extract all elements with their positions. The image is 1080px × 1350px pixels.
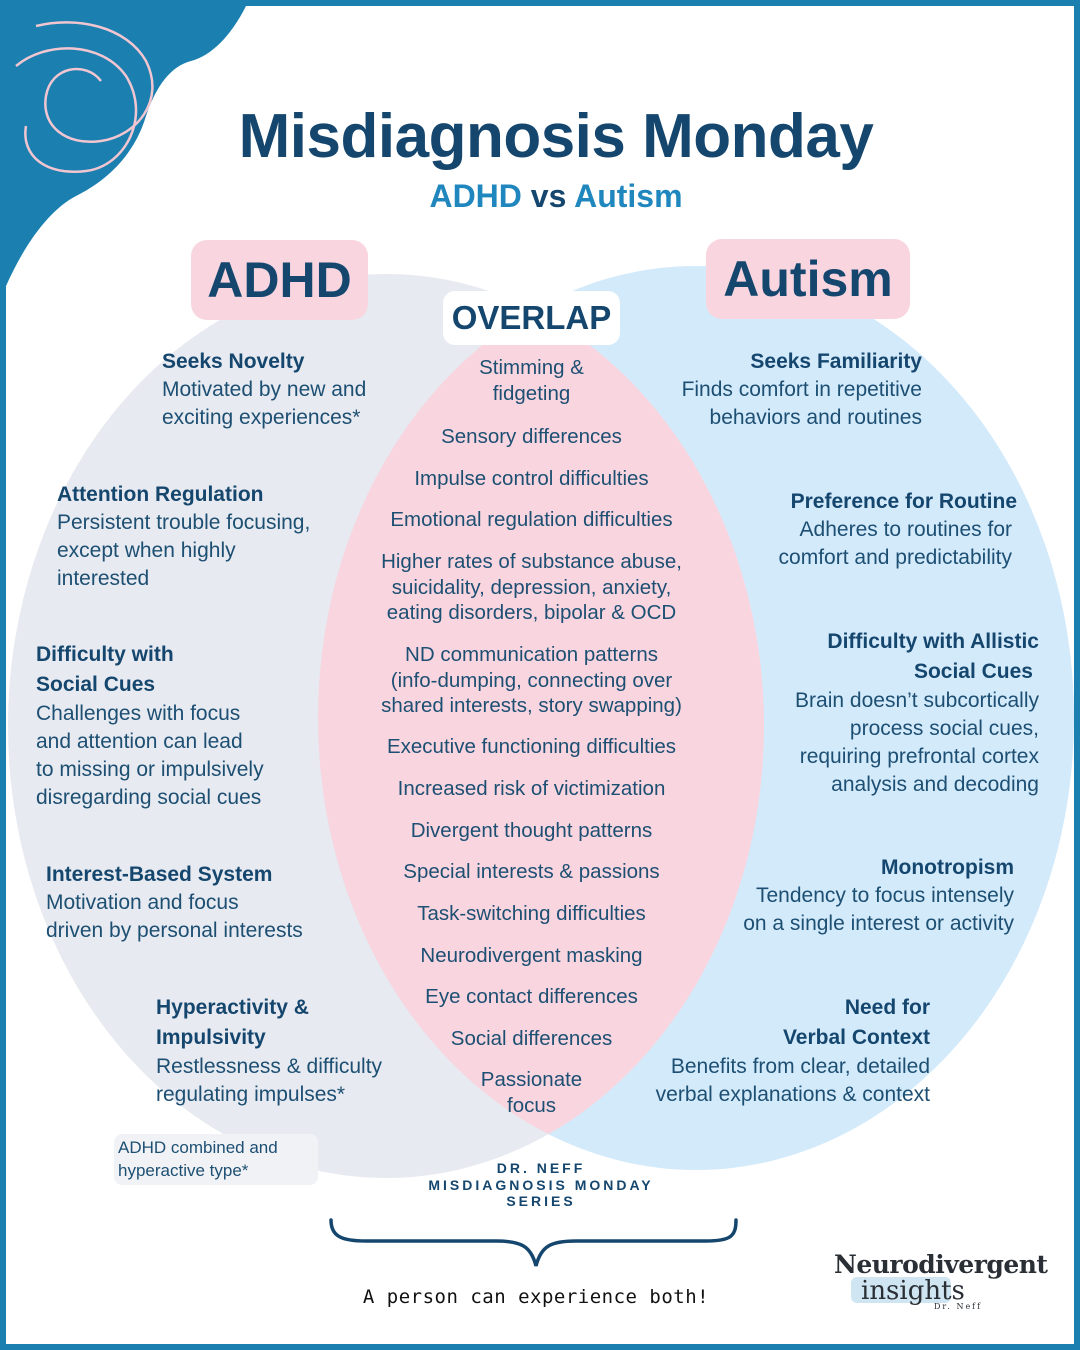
item-text: to missing or impulsively (36, 758, 264, 781)
item-text: Brain doesn’t subcortically (795, 689, 1039, 712)
overlap-item-masking (344, 943, 719, 969)
infographic-page (6, 6, 1074, 1344)
item-text: comfort and predictability (778, 546, 1012, 569)
item-text: on a single interest or activity (743, 912, 1014, 935)
logo-line-3: Dr. Neff (934, 1302, 983, 1311)
adhd-label: ADHD (191, 240, 368, 320)
item-text: exciting experiences* (162, 406, 361, 429)
overlap-line: focus (507, 1093, 556, 1117)
overlap-item-communication (344, 642, 719, 719)
autism-label: Autism (706, 239, 910, 319)
item-text: Restlessness & difficulty (156, 1055, 383, 1078)
note-line: hyperactive type* (118, 1161, 249, 1180)
item-text: Benefits from clear, detailed (670, 1055, 930, 1078)
series-line: SERIES (506, 1193, 576, 1209)
overlap-item-comorbidities (344, 549, 719, 626)
subtitle-vs: vs (521, 178, 575, 214)
item-heading-2: Social Cues (913, 660, 1033, 683)
overlap-line: (info-dumping, connecting over (390, 668, 673, 692)
overlap-item-stimming (344, 355, 719, 406)
overlap-item-victimization (344, 776, 719, 802)
overlap-line: Stimming & (479, 356, 584, 379)
overlap-line: fidgeting (492, 381, 571, 405)
overlap-line: eating disorders, bipolar & OCD (386, 601, 677, 624)
overlap-line: Executive functioning difficulties (386, 735, 677, 758)
overlap-line: Sensory differences (441, 425, 622, 448)
item-text: interested (57, 567, 150, 590)
overlap-line: Impulse control difficulties (414, 467, 649, 490)
subtitle-adhd: ADHD (429, 178, 522, 214)
overlap-line: Eye contact differences (425, 985, 638, 1008)
item-heading-2: Verbal Context (782, 1026, 930, 1049)
curly-brace-icon (326, 1214, 746, 1270)
item-heading: Interest-Based System (46, 863, 273, 886)
item-text: and attention can lead (36, 730, 243, 753)
overlap-line: Special interests & passions (403, 860, 660, 883)
item-text: Motivation and focus (46, 891, 239, 914)
item-heading-2: Impulsivity (156, 1026, 266, 1049)
note-line: ADHD combined and (118, 1138, 278, 1157)
overlap-item-impulse-control (344, 466, 719, 492)
item-heading: Seeks Novelty (162, 350, 305, 373)
overlap-line: ND communication patterns (405, 643, 658, 666)
overlap-item-passionate-focus (344, 1067, 719, 1118)
item-text: analysis and decoding (831, 773, 1039, 796)
item-text: verbal explanations & context (655, 1083, 930, 1106)
adhd-footnote (114, 1134, 318, 1185)
item-text: disregarding social cues (36, 786, 262, 809)
item-text: behaviors and routines (709, 406, 922, 429)
item-text: Motivated by new and (162, 378, 367, 401)
item-text: requiring prefrontal cortex (799, 745, 1039, 768)
item-heading: Monotropism (881, 856, 1014, 879)
overlap-item-emotional-regulation (344, 507, 719, 533)
item-heading: Preference for Routine (790, 490, 1017, 513)
series-line: MISDIAGNOSIS MONDAY (428, 1176, 654, 1193)
series-line: DR. NEFF (496, 1160, 586, 1176)
overlap-item-divergent-thought (344, 818, 719, 844)
item-heading: Attention Regulation (57, 483, 264, 506)
overlap-item-social-differences (344, 1026, 719, 1052)
page-title: Misdiagnosis Monday (238, 102, 874, 171)
overlap-line: Neurodivergent masking (420, 944, 643, 967)
logo-line-1: Neurodivergent (834, 1250, 1048, 1279)
overlap-line: Task-switching difficulties (417, 902, 646, 925)
overlap-line: shared interests, story swapping) (381, 694, 682, 717)
adhd-item-interest-based-system (46, 861, 303, 945)
item-text: regulating impulses* (156, 1083, 346, 1106)
overlap-item-special-interests (344, 859, 719, 885)
item-heading: Difficulty with (36, 643, 174, 666)
overlap-line: Increased risk of victimization (397, 777, 666, 800)
overlap-item-executive (344, 734, 719, 760)
overlap-line: suicidality, depression, anxiety, (391, 575, 672, 599)
subtitle-autism: Autism (574, 178, 683, 214)
item-text: process social cues, (849, 717, 1039, 740)
overlap-label: OVERLAP (443, 291, 620, 345)
series-caption (391, 1160, 691, 1210)
item-heading: Need for (844, 996, 930, 1019)
item-text: Persistent trouble focusing, (57, 511, 311, 534)
adhd-item-seeks-novelty (162, 348, 366, 432)
tagline: A person can experience both! (362, 1286, 710, 1308)
autism-item-allistic-social-cues (706, 627, 1039, 799)
overlap-item-sensory (344, 424, 719, 450)
overlap-line: Passionate (480, 1068, 583, 1091)
item-heading-2: Social Cues (36, 673, 156, 696)
item-text: except when highly (57, 539, 236, 562)
overlap-line: Divergent thought patterns (410, 819, 653, 842)
overlap-item-eye-contact (344, 984, 719, 1010)
item-text: Challenges with focus (36, 702, 241, 725)
item-heading: Difficulty with Allistic (827, 630, 1039, 653)
item-heading: Seeks Familiarity (750, 350, 922, 373)
overlap-line: Social differences (450, 1027, 613, 1050)
adhd-item-attention-regulation (57, 481, 310, 593)
logo-line-2: insights (861, 1276, 965, 1306)
adhd-item-social-cues (36, 640, 264, 812)
item-heading: Hyperactivity & (156, 996, 309, 1019)
page-subtitle (6, 178, 1074, 215)
item-text: driven by personal interests (46, 919, 303, 942)
overlap-line: Emotional regulation difficulties (390, 508, 673, 531)
item-text: Tendency to focus intensely (756, 884, 1014, 907)
item-text: Finds comfort in repetitive (681, 378, 922, 401)
overlap-line: Higher rates of substance abuse, (381, 550, 682, 573)
item-text: Adheres to routines for (799, 518, 1012, 541)
overlap-item-task-switching (344, 901, 719, 927)
